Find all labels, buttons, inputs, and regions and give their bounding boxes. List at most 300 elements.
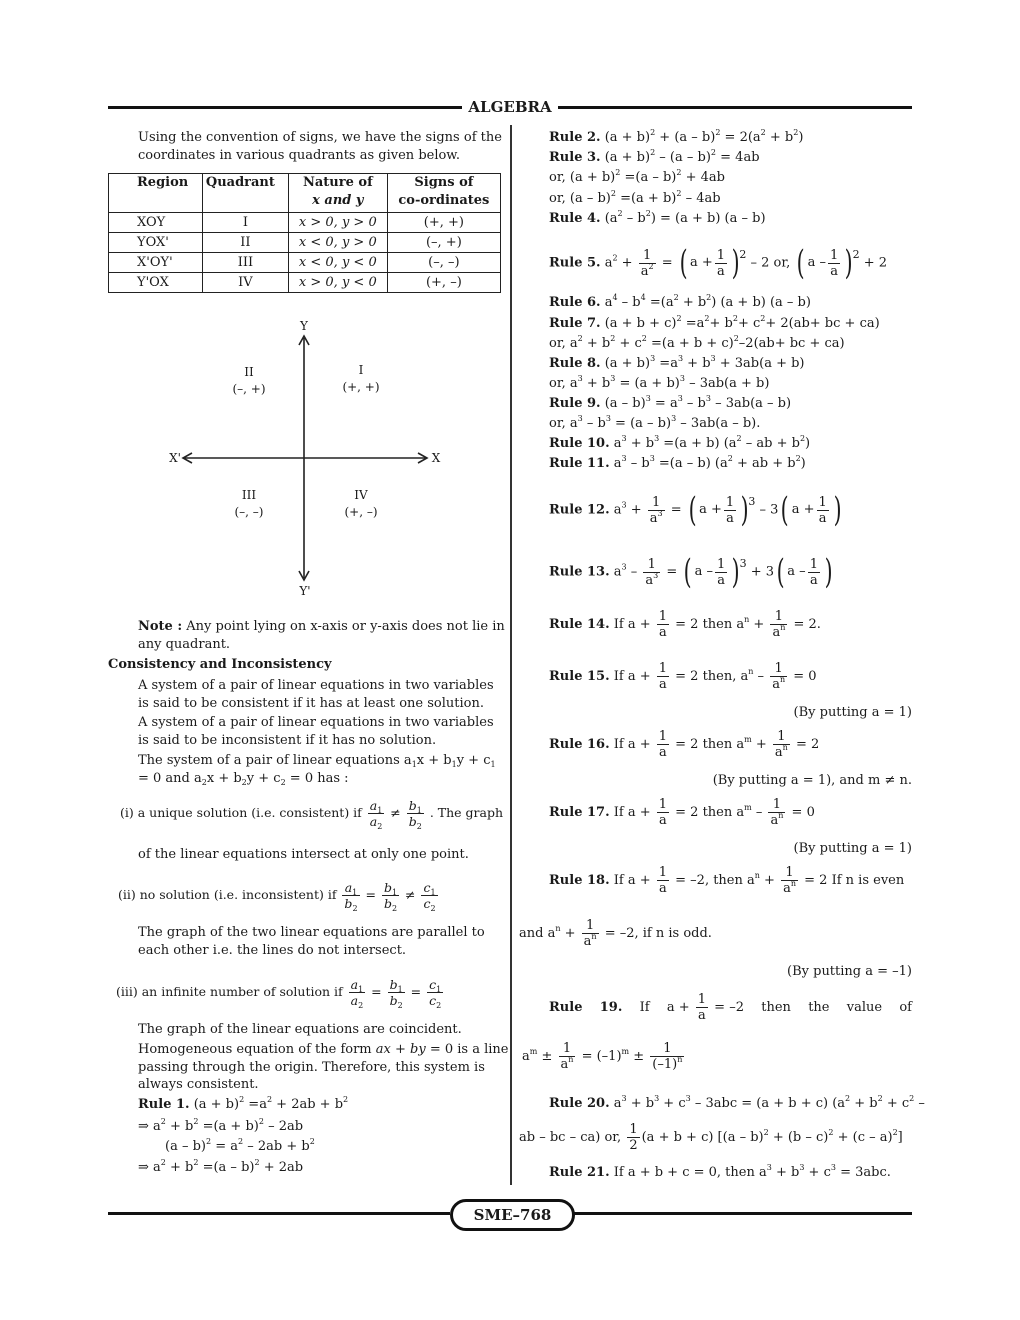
right-paren: ) xyxy=(844,243,853,283)
rule-note: (By putting a = 1), and m ≠ n. xyxy=(712,773,912,788)
text: 1 xyxy=(818,494,827,510)
text: = –2 xyxy=(710,1000,744,1015)
text: a xyxy=(726,510,734,526)
fraction xyxy=(770,661,787,692)
superscript: 2 xyxy=(239,1095,245,1104)
text: a xyxy=(658,625,667,640)
superscript: 2 xyxy=(710,148,717,157)
rule-note: (By putting a = –1) xyxy=(787,964,912,979)
variable: b xyxy=(408,814,417,829)
text: a xyxy=(640,263,649,279)
rule-label: Rule 10. xyxy=(549,436,610,451)
numerator xyxy=(696,992,708,1007)
text: ] xyxy=(897,1130,903,1145)
superscript: 2 xyxy=(760,314,766,323)
rule-7 xyxy=(549,315,880,333)
quadrant-label: I xyxy=(358,363,364,377)
subscript: 1 xyxy=(411,760,417,769)
parenthesized-expression xyxy=(778,490,844,530)
text: + xyxy=(390,1042,411,1057)
superscript: 3 xyxy=(685,1094,691,1103)
rule-note: (By putting a = 1) xyxy=(793,705,912,720)
denominator xyxy=(696,1007,708,1023)
text: a xyxy=(658,745,667,760)
denominator xyxy=(770,676,787,692)
text: a xyxy=(809,572,818,588)
text: 1 xyxy=(777,729,786,744)
denominator xyxy=(427,992,443,1008)
text: (ii) no solution (i.e. inconsistent) if xyxy=(118,887,341,902)
formula-group xyxy=(351,993,364,1008)
text: If a + xyxy=(609,669,655,684)
text: + 4ab xyxy=(681,170,725,185)
fraction xyxy=(773,729,790,760)
denominator xyxy=(817,510,829,526)
rule-label: Rule 11. xyxy=(549,456,610,471)
cell: YOX' xyxy=(109,233,203,253)
text: =(a + b) xyxy=(615,191,677,206)
formula-group xyxy=(384,880,397,895)
fraction xyxy=(816,495,828,526)
parenthesized-expression xyxy=(774,552,835,592)
superscript: n xyxy=(754,871,760,880)
text: a xyxy=(772,677,780,692)
superscript: 3 xyxy=(677,394,683,403)
text: (a + b) xyxy=(600,356,651,371)
text: or, a xyxy=(549,376,578,391)
variable: by xyxy=(410,1042,426,1057)
denominator xyxy=(657,880,669,896)
text: (a + b) xyxy=(600,150,651,165)
text: ± xyxy=(629,1049,649,1064)
text: a xyxy=(658,813,667,828)
formula-line xyxy=(549,190,721,208)
text: (a – b) xyxy=(165,1139,206,1154)
fraction xyxy=(342,880,359,911)
fraction xyxy=(650,1041,684,1072)
superscript: 2 xyxy=(706,293,712,302)
text: then xyxy=(761,999,791,1015)
fraction xyxy=(770,609,787,640)
denominator xyxy=(643,572,660,588)
formula-line xyxy=(549,375,769,393)
paragraph-line: always consistent. xyxy=(138,1077,259,1092)
numerator xyxy=(349,977,366,992)
superscript: 2 xyxy=(793,128,799,137)
denominator xyxy=(657,812,669,828)
numerator xyxy=(646,557,658,572)
rule-15 xyxy=(549,661,817,692)
superscript: 2 xyxy=(704,314,710,323)
formula-group xyxy=(640,261,654,279)
text: – 2ab + b xyxy=(243,1139,310,1154)
rule-6 xyxy=(549,294,811,312)
denominator xyxy=(808,572,820,588)
numerator xyxy=(657,609,669,624)
text: of xyxy=(899,999,912,1015)
rule-8 xyxy=(549,355,805,373)
text: = xyxy=(657,255,677,271)
denominator xyxy=(349,992,366,1008)
superscript: 2 xyxy=(645,209,651,218)
text: =(a + b + c) xyxy=(646,336,734,351)
superscript: 2 xyxy=(733,334,739,343)
text: = 4ab xyxy=(716,150,760,165)
rule-14 xyxy=(549,609,821,640)
text: =a xyxy=(655,356,678,371)
rule-9 xyxy=(549,395,791,413)
text: a xyxy=(609,456,622,471)
formula-group xyxy=(344,896,357,911)
fraction xyxy=(582,918,599,949)
variable: a xyxy=(344,880,353,895)
fraction xyxy=(657,865,669,896)
text: Any point lying on x-axis or y-axis does not lie in xyxy=(182,619,505,634)
superscript: 2 xyxy=(828,1128,834,1137)
denominator xyxy=(648,510,665,526)
rule-label: Rule 8. xyxy=(549,356,601,371)
superscript: m xyxy=(744,735,752,744)
quadrant-signs: (+, –) xyxy=(344,505,378,519)
rule-21 xyxy=(549,1164,891,1182)
text: = 2. xyxy=(789,617,821,632)
formula-group xyxy=(429,993,441,1008)
superscript: 3 xyxy=(610,374,616,383)
rule-12 xyxy=(549,490,844,530)
cell: x < 0, y > 0 xyxy=(288,233,387,253)
text: + 2ab + b xyxy=(272,1097,344,1112)
variable: a xyxy=(369,814,378,829)
fraction xyxy=(421,880,437,911)
footer-rule-right xyxy=(572,1212,912,1215)
rule-16 xyxy=(549,729,819,760)
text: =(a + b) xyxy=(198,1119,259,1134)
numerator xyxy=(343,880,360,895)
numerator xyxy=(783,865,795,880)
text: = 2 then a xyxy=(671,737,745,752)
text: 1 xyxy=(647,556,656,572)
denominator xyxy=(627,1137,639,1153)
text: + c xyxy=(804,1165,831,1180)
text: or, (a – b) xyxy=(549,191,611,206)
formula-group xyxy=(561,1057,574,1072)
quadrant-label: IV xyxy=(354,488,368,502)
parenthesized-expression xyxy=(794,243,860,283)
left-paren: ( xyxy=(684,552,693,592)
superscript: 3 xyxy=(577,414,583,423)
formula-group xyxy=(649,508,663,526)
superscript: 3 xyxy=(766,1163,772,1172)
subscript: 2 xyxy=(436,1001,442,1010)
paragraph-line: of the linear equations intersect at only one point. xyxy=(138,847,469,862)
superscript: 2 xyxy=(205,1137,212,1146)
exponent: 2 xyxy=(739,248,747,261)
variable: a xyxy=(369,798,378,813)
formula-group xyxy=(370,814,383,829)
text: y + c xyxy=(456,753,491,768)
formula-group xyxy=(384,896,397,911)
text: (a + b) xyxy=(189,1097,240,1112)
left-paren: ( xyxy=(688,490,697,530)
variable: c xyxy=(423,880,431,895)
numerator xyxy=(650,495,662,510)
text: Homogeneous equation of the form xyxy=(138,1042,376,1057)
variable: b xyxy=(383,880,392,895)
text: =(a + b) (a xyxy=(659,436,737,451)
superscript: 2 xyxy=(610,334,616,343)
text: = xyxy=(406,984,426,999)
text: or, a xyxy=(549,336,578,351)
parenthesized-expression xyxy=(686,490,756,530)
fraction xyxy=(808,557,820,588)
cell: IV xyxy=(202,273,288,293)
right-paren: ) xyxy=(731,243,740,283)
text: – b xyxy=(617,295,641,310)
text: – 3ab(a – b). xyxy=(676,416,761,431)
left-paren: ( xyxy=(776,552,785,592)
superscript: 2 xyxy=(577,334,583,343)
text: + (c – a) xyxy=(833,1130,893,1145)
superscript: 3 xyxy=(671,414,677,423)
fraction xyxy=(724,495,736,526)
text: a xyxy=(774,745,783,760)
subscript: 1 xyxy=(358,985,364,994)
rule-19 xyxy=(549,992,912,1023)
superscript: 2 xyxy=(343,1095,349,1104)
text: a xyxy=(600,255,613,271)
numerator xyxy=(657,865,669,880)
text: a xyxy=(609,436,622,451)
variable: a xyxy=(350,993,359,1008)
text: – 2ab xyxy=(263,1119,304,1134)
text: 1 xyxy=(585,918,595,933)
fraction xyxy=(657,661,669,692)
formula-group xyxy=(652,1057,682,1072)
superscript: 2 xyxy=(736,434,742,443)
text: a – xyxy=(787,564,806,579)
superscript: 2 xyxy=(193,1117,199,1126)
condition-none xyxy=(118,880,440,911)
subscript: 1 xyxy=(416,806,422,815)
left-paren: ( xyxy=(679,243,688,283)
text: If a + xyxy=(609,737,655,752)
numerator xyxy=(407,798,424,813)
superscript: 2 xyxy=(610,189,616,198)
exponent: 2 xyxy=(852,248,860,261)
text: =(a – b) (a xyxy=(654,456,728,471)
subscript: 1 xyxy=(490,760,496,769)
numerator xyxy=(724,495,736,510)
text: a xyxy=(770,813,779,828)
numerator xyxy=(773,609,785,624)
superscript: 2 xyxy=(160,1117,166,1126)
paragraph-line: each other i.e. the lines do not intersect. xyxy=(138,943,407,958)
rule-label: Rule 17. xyxy=(549,805,610,820)
text: =a xyxy=(681,316,705,331)
text: = 0 xyxy=(789,669,817,684)
intro-line: Using the convention of signs, we have the signs of the xyxy=(138,130,502,145)
superscript: n xyxy=(591,932,597,941)
superscript: 2 xyxy=(845,1094,851,1103)
paragraph-line: The graph of the two linear equations are parallel to xyxy=(138,925,485,940)
text: 1 xyxy=(663,1041,672,1056)
footer-rule-left xyxy=(108,1212,450,1215)
right-paren: ) xyxy=(740,490,749,530)
text: a + xyxy=(690,255,713,270)
text: value xyxy=(846,999,883,1015)
cell: x < 0, y < 0 xyxy=(288,253,387,273)
exponent: 3 xyxy=(739,557,747,570)
text: a xyxy=(583,934,592,949)
text: – xyxy=(626,564,642,580)
text: = 0 xyxy=(787,805,815,820)
superscript: n xyxy=(748,667,754,676)
denominator xyxy=(342,895,359,911)
superscript: 2 xyxy=(799,434,806,443)
text: 1 xyxy=(643,247,652,263)
text: + 2(ab+ bc + ca) xyxy=(765,316,880,331)
text: – xyxy=(751,805,767,820)
formula-line xyxy=(549,169,725,187)
superscript: 3 xyxy=(657,508,663,518)
formula-group xyxy=(351,977,364,992)
superscript: 3 xyxy=(621,454,627,463)
rule-label: Rule 4. xyxy=(549,211,601,226)
text: a xyxy=(600,295,613,310)
text: = 2 xyxy=(791,737,820,752)
cell: I xyxy=(202,213,288,233)
text: + 2 xyxy=(859,255,888,271)
superscript: 3 xyxy=(605,414,611,423)
text: –2(ab+ bc + ca) xyxy=(738,336,845,351)
fraction xyxy=(781,865,798,896)
condition-infinite xyxy=(116,977,445,1008)
numerator xyxy=(828,248,840,263)
text: + 3 xyxy=(746,564,775,580)
superscript: 2 xyxy=(650,128,656,137)
text: a xyxy=(658,677,667,692)
subscript: 1 xyxy=(436,985,442,994)
fraction xyxy=(559,1041,576,1072)
text: – b xyxy=(582,416,606,431)
text: a xyxy=(522,1049,530,1064)
cell: (+, +) xyxy=(387,213,500,233)
denominator xyxy=(559,1056,576,1072)
numerator xyxy=(661,1041,673,1056)
subscript: 1 xyxy=(451,760,457,769)
rule-10 xyxy=(549,435,810,453)
cell: Y'OX xyxy=(109,273,203,293)
text: + b xyxy=(765,130,794,145)
text: – 3ab(a + b) xyxy=(684,376,770,391)
formula-group xyxy=(783,881,796,896)
rule-label: Rule 21. xyxy=(549,1165,610,1180)
rule-1 xyxy=(138,1096,348,1114)
header-cell: Signs of co-ordinates xyxy=(387,174,500,213)
fraction xyxy=(715,557,727,588)
parenthesized-expression xyxy=(681,552,747,592)
rule-label: 19. xyxy=(599,999,623,1015)
formula-group xyxy=(429,977,441,992)
text: + xyxy=(626,502,646,518)
variable: c xyxy=(429,993,437,1008)
text: y + c xyxy=(246,771,281,786)
superscript: 2 xyxy=(238,1137,244,1146)
text: =(a – b) xyxy=(198,1160,255,1175)
fraction xyxy=(382,880,399,911)
fraction xyxy=(768,797,785,828)
text: = a xyxy=(211,1139,238,1154)
text: – 3 xyxy=(755,502,779,518)
fraction xyxy=(627,1122,639,1153)
numerator xyxy=(584,918,596,933)
superscript: 4 xyxy=(612,293,618,302)
text: 1 xyxy=(785,865,794,880)
rule-label: Rule 2. xyxy=(549,130,601,145)
rule-18 xyxy=(549,865,904,896)
superscript: 2 xyxy=(727,454,733,463)
left-paren: ( xyxy=(797,243,806,283)
text: + c xyxy=(659,1096,686,1111)
text: + 2ab xyxy=(259,1160,304,1175)
superscript: 2 xyxy=(160,1158,166,1167)
rule-label: Rule 5. xyxy=(549,255,601,271)
note-line: any quadrant. xyxy=(138,637,231,652)
text: a xyxy=(609,502,622,518)
paragraph-line: The graph of the linear equations are coincident. xyxy=(138,1022,462,1037)
superscript: 2 xyxy=(676,168,682,177)
rule-note: (By putting a = 1) xyxy=(793,841,912,856)
text: + b xyxy=(678,295,707,310)
text: If a + xyxy=(609,617,655,632)
text: a + xyxy=(791,502,815,517)
superscript: 3 xyxy=(621,434,627,443)
text: + c xyxy=(737,316,761,331)
superscript: m xyxy=(529,1047,538,1056)
superscript: 2 xyxy=(892,1128,898,1137)
text: + (b – c) xyxy=(768,1130,829,1145)
denominator xyxy=(657,676,669,692)
paragraph-line: passing through the origin. Therefore, this system is xyxy=(138,1060,485,1075)
fraction xyxy=(349,977,366,1008)
paragraph-line: is said to be consistent if it has at least one solution. xyxy=(138,696,484,711)
text: + b xyxy=(165,1160,194,1175)
text: = –2, then a xyxy=(671,873,755,888)
quadrant-signs: (–, –) xyxy=(234,505,264,519)
denominator xyxy=(657,744,669,760)
denominator xyxy=(639,263,656,279)
fraction xyxy=(648,495,665,526)
numerator xyxy=(382,880,399,895)
text: – ab + b xyxy=(741,436,800,451)
page-number-badge: SME–768 xyxy=(450,1199,575,1231)
text: (a – b) xyxy=(600,396,646,411)
numerator xyxy=(388,977,405,992)
formula-group xyxy=(370,798,383,813)
denominator xyxy=(368,813,385,829)
text: =a xyxy=(244,1097,267,1112)
denominator xyxy=(421,895,437,911)
superscript: 3 xyxy=(649,454,655,463)
denominator xyxy=(650,1056,684,1072)
note xyxy=(138,618,505,636)
variable: b xyxy=(344,896,353,911)
text: = xyxy=(361,887,380,902)
text: + xyxy=(749,617,769,632)
variable: b xyxy=(408,798,417,813)
axis-label-x-neg: X' xyxy=(169,451,181,465)
subscript: 2 xyxy=(241,778,247,787)
